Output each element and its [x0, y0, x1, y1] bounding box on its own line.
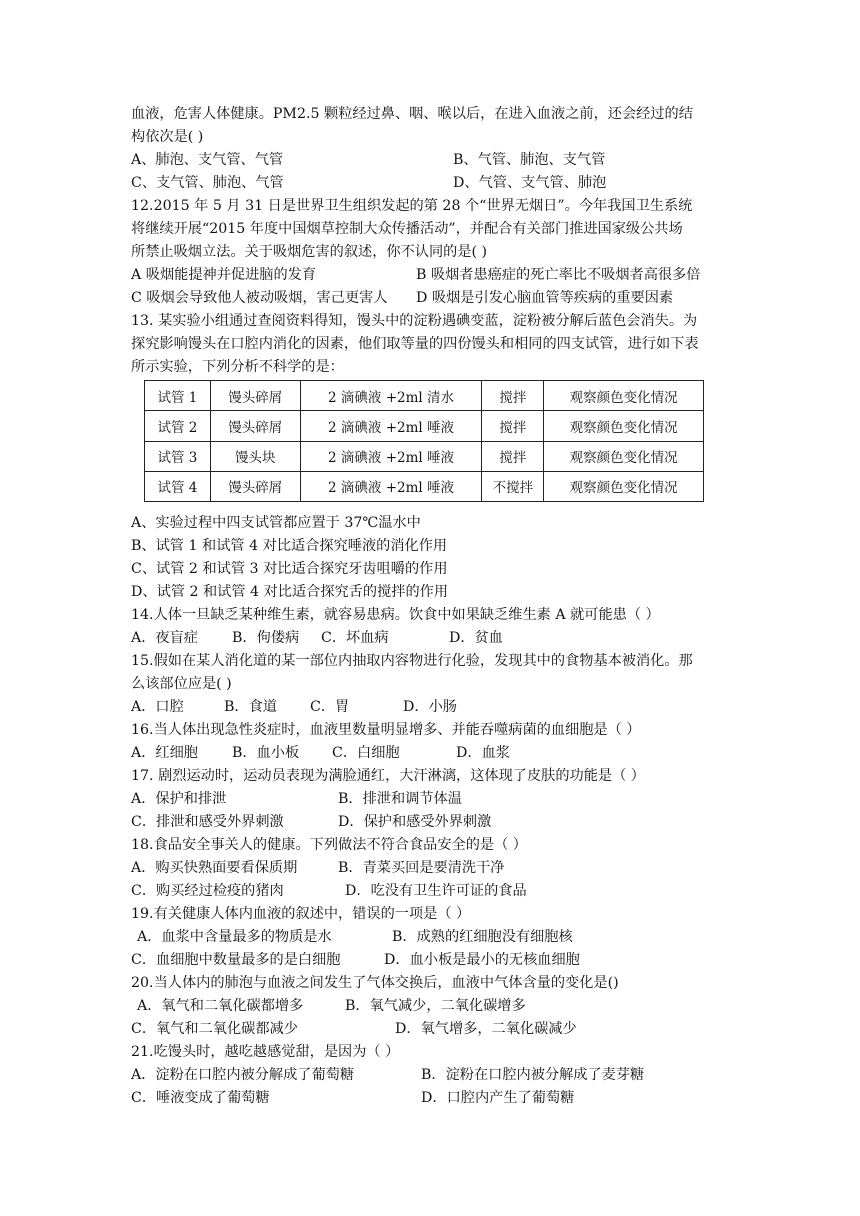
- table-cell: 馒头碎屑: [210, 411, 300, 441]
- option-a: A．红细胞: [131, 745, 198, 761]
- option-c: C．白细胞: [332, 745, 400, 761]
- q17-text-line: 17. 剧烈运动时，运动员表现为满脸通红，大汗淋漓，这体现了皮肤的功能是（ ）: [131, 768, 645, 784]
- option-c: C 吸烟会导致他人被动吸烟，害己更害人: [131, 290, 388, 306]
- option-c: C、支气管、肺泡、气管: [131, 175, 284, 191]
- q12-text-line: 将继续开展“2015 年度中国烟草控制大众传播活动”，并配合有关部门推进国家级公共场: [131, 221, 683, 237]
- table-cell: 试管 4: [145, 471, 211, 501]
- q14-text-line: 14.人体一旦缺乏某种维生素，就容易患病。饮食中如果缺乏维生素 A 就可能患（ ）: [131, 607, 660, 623]
- table-cell: 试管 2: [145, 411, 211, 441]
- q13-text-line: 13. 某实验小组通过查阅资料得知，馒头中的淀粉遇碘变蓝，淀粉被分解后蓝色会消失。为: [131, 313, 698, 329]
- option-a: A．血浆中含量最多的物质是水: [137, 929, 332, 945]
- table-cell: 试管 1: [145, 381, 211, 411]
- q12-text-line: 12.2015 年 5 月 31 日是世界卫生组织发起的第 28 个“世界无烟日”。今年我国卫生系统: [131, 198, 693, 214]
- option-c: C．购买经过检疫的猪肉: [131, 883, 284, 899]
- option-d: D．氧气增多，二氧化碳减少: [395, 1021, 577, 1037]
- table-row: [145, 441, 704, 471]
- table-row: [145, 471, 704, 501]
- option-a: A．夜盲症: [131, 630, 198, 646]
- option-c: C．唾液变成了葡萄糖: [131, 1090, 270, 1106]
- q18-text-line: 18.食品安全事关人的健康。下列做法不符合食品安全的是（ ）: [131, 837, 527, 853]
- q20-text-line: 20.当人体内的肺泡与血液之间发生了气体交换后，血液中气体含量的变化是(): [131, 975, 619, 991]
- table-cell: 2 滴碘液 +2ml 清水: [300, 381, 482, 411]
- table-cell: 观察颜色变化情况: [544, 411, 704, 441]
- option-d: D．血浆: [456, 745, 510, 761]
- option-b: B、气管、肺泡、支气管: [453, 152, 606, 168]
- option-b: B．青菜买回是要清洗干净: [338, 860, 505, 876]
- option-b: B．成熟的红细胞没有细胞核: [392, 929, 573, 945]
- table-cell: 搅拌: [482, 411, 544, 441]
- table-cell: 搅拌: [482, 381, 544, 411]
- table-cell: 观察颜色变化情况: [544, 381, 704, 411]
- experiment-table: [144, 380, 704, 502]
- q13-text-line: 探究影响馒头在口腔内消化的因素，他们取等量的四份馒头和相同的四支试管，进行如下表: [131, 336, 699, 352]
- option-b: B．血小板: [232, 745, 300, 761]
- option-d: D 吸烟是引发心脑血管等疾病的重要因素: [416, 290, 674, 306]
- table-cell: 观察颜色变化情况: [544, 471, 704, 501]
- option-a: A．淀粉在口腔内被分解成了葡萄糖: [131, 1067, 355, 1083]
- option-b: B．佝偻病: [232, 630, 300, 646]
- table-cell: 不搅拌: [482, 471, 544, 501]
- option-b: B．氧气减少，二氧化碳增多: [345, 998, 526, 1014]
- q11-text-line: 构依次是( ): [131, 129, 204, 145]
- q11-text-line: 血液，危害人体健康。PM2.5 颗粒经过鼻、咽、喉以后，在进入血液之前，还会经过的结: [131, 106, 693, 122]
- option-a: A．口腔: [131, 699, 184, 715]
- option-a: A．保护和排泄: [131, 791, 227, 807]
- option-c: C．坏血病: [321, 630, 389, 646]
- q13-option-b: B、试管 1 和试管 4 对比适合探究唾液的消化作用: [131, 538, 448, 554]
- option-d: D．血小板是最小的无核血细胞: [384, 952, 580, 968]
- option-d: D．小肠: [403, 699, 457, 715]
- option-b: B．排泄和调节体温: [338, 791, 462, 807]
- q13-option-c: C、试管 2 和试管 3 对比适合探究牙齿咀嚼的作用: [131, 561, 448, 577]
- table-row: [145, 381, 704, 411]
- table-cell: 馒头块: [210, 441, 300, 471]
- q21-text-line: 21.吃馒头时，越吃越感觉甜，是因为（ ）: [131, 1044, 400, 1060]
- option-d: D、气管、支气管、肺泡: [453, 175, 607, 191]
- option-b: B．食道: [224, 699, 277, 715]
- option-c: C．氧气和二氧化碳都减少: [131, 1021, 298, 1037]
- table-cell: 观察颜色变化情况: [544, 441, 704, 471]
- option-d: D．口腔内产生了葡萄糖: [421, 1090, 575, 1106]
- table-cell: 馒头碎屑: [210, 381, 300, 411]
- option-a: A．购买快熟面要看保质期: [131, 860, 298, 876]
- q13-option-a: A、实验过程中四支试管都应置于 37℃温水中: [131, 515, 421, 531]
- q12-text-line: 所禁止吸烟立法。关于吸烟危害的叙述，你不认同的是( ): [131, 244, 488, 260]
- option-a: A、肺泡、支气管、气管: [131, 152, 284, 168]
- option-d: D．贫血: [449, 630, 503, 646]
- option-c: C．胃: [310, 699, 350, 715]
- q13-text-line: 所示实验，下列分析不科学的是：: [131, 359, 344, 375]
- option-c: C．血细胞中数量最多的是白细胞: [131, 952, 341, 968]
- table-cell: 馒头碎屑: [210, 471, 300, 501]
- table-cell: 搅拌: [482, 441, 544, 471]
- table-cell: 试管 3: [145, 441, 211, 471]
- q13-option-d: D、试管 2 和试管 4 对比适合探究舌的搅拌的作用: [131, 584, 449, 600]
- q15-text-line: 15.假如在某人消化道的某一部位内抽取内容物进行化验，发现其中的食物基本被消化。那: [131, 653, 693, 669]
- q19-text-line: 19.有关健康人体内血液的叙述中，错误的一项是（ ）: [131, 906, 471, 922]
- option-a: A．氧气和二氧化碳都增多: [137, 998, 304, 1014]
- option-d: D．保护和感受外界刺激: [338, 814, 492, 830]
- table-row: [145, 411, 704, 441]
- table-cell: 2 滴碘液 +2ml 唾液: [300, 441, 482, 471]
- table-cell: 2 滴碘液 +2ml 唾液: [300, 411, 482, 441]
- q16-text-line: 16.当人体出现急性炎症时，血液里数量明显增多、并能吞噬病菌的血细胞是（ ）: [131, 722, 641, 738]
- table-cell: 2 滴碘液 +2ml 唾液: [300, 471, 482, 501]
- option-d: D．吃没有卫生许可证的食品: [345, 883, 527, 899]
- option-b: B 吸烟者患癌症的死亡率比不吸烟者高很多倍: [416, 267, 701, 283]
- option-c: C．排泄和感受外界刺激: [131, 814, 284, 830]
- q15-text-line: 么该部位应是( ): [131, 676, 232, 692]
- option-a: A 吸烟能提神并促进脑的发育: [131, 267, 317, 283]
- option-b: B．淀粉在口腔内被分解成了麦芽糖: [421, 1067, 645, 1083]
